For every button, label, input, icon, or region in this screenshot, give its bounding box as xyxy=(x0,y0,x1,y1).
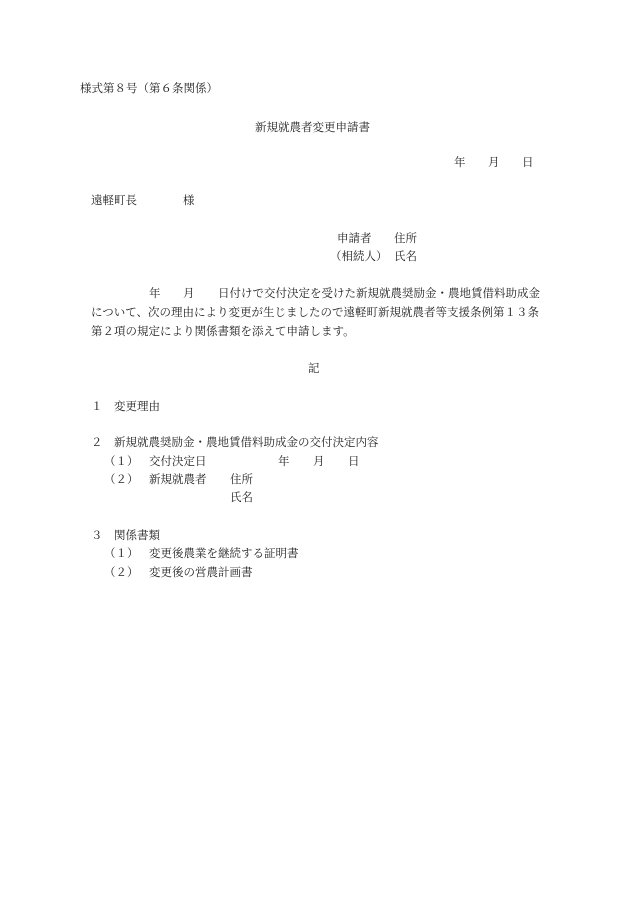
date-day: 日 xyxy=(522,155,534,169)
addressee-honorific: 様 xyxy=(183,193,195,207)
form-number: 様式第８号（第６条関係） xyxy=(80,81,218,95)
section2-item1-label: 交付決定日 xyxy=(149,454,207,468)
section1-number: １ xyxy=(91,399,103,413)
section2-item2-number: （２） xyxy=(104,472,139,486)
section3-item1-text: 変更後農業を継続する証明書 xyxy=(149,546,299,560)
body-line3: 第２項の規定により関係書類を添えて申請します。 xyxy=(91,324,355,338)
addressee-name: 遠軽町長 xyxy=(91,193,137,207)
section2-item2-address-label: 住所 xyxy=(230,472,253,486)
section2-item2-label: 新規就農者 xyxy=(149,472,207,486)
section2-item1-year: 年 xyxy=(278,454,290,468)
section2-item1-month: 月 xyxy=(313,454,325,468)
section3-item1-number: （１） xyxy=(104,546,139,560)
body-line2: について、次の理由により変更が生じましたので遠軽町新規就農者等支援条例第１３条 xyxy=(91,305,540,319)
date-month: 月 xyxy=(488,155,500,169)
document-title: 新規就農者変更申請書 xyxy=(255,120,370,134)
section2-item2-name-label: 氏名 xyxy=(230,490,253,504)
heir-label: （相続人） xyxy=(330,249,388,263)
section3-title: 関係書類 xyxy=(114,528,160,542)
section3-number: ３ xyxy=(91,528,103,542)
section2-item1-day: 日 xyxy=(348,454,360,468)
section2-item1-number: （１） xyxy=(104,454,139,468)
applicant-name-label: 氏名 xyxy=(394,249,417,263)
applicant-label: 申請者 xyxy=(337,231,372,245)
section2-number: ２ xyxy=(91,435,103,449)
section1-title: 変更理由 xyxy=(114,399,160,413)
applicant-address-label: 住所 xyxy=(394,231,417,245)
body-month: 月 xyxy=(183,286,195,300)
section3-item2-text: 変更後の営農計画書 xyxy=(149,565,253,579)
date-year: 年 xyxy=(454,155,466,169)
body-year: 年 xyxy=(149,286,161,300)
section2-title: 新規就農奨励金・農地賃借料助成金の交付決定内容 xyxy=(114,435,379,449)
body-line1: 日付けで交付決定を受けた新規就農奨励金・農地賃借料助成金 xyxy=(218,286,540,300)
ki-mark: 記 xyxy=(308,361,320,375)
section3-item2-number: （２） xyxy=(104,565,139,579)
